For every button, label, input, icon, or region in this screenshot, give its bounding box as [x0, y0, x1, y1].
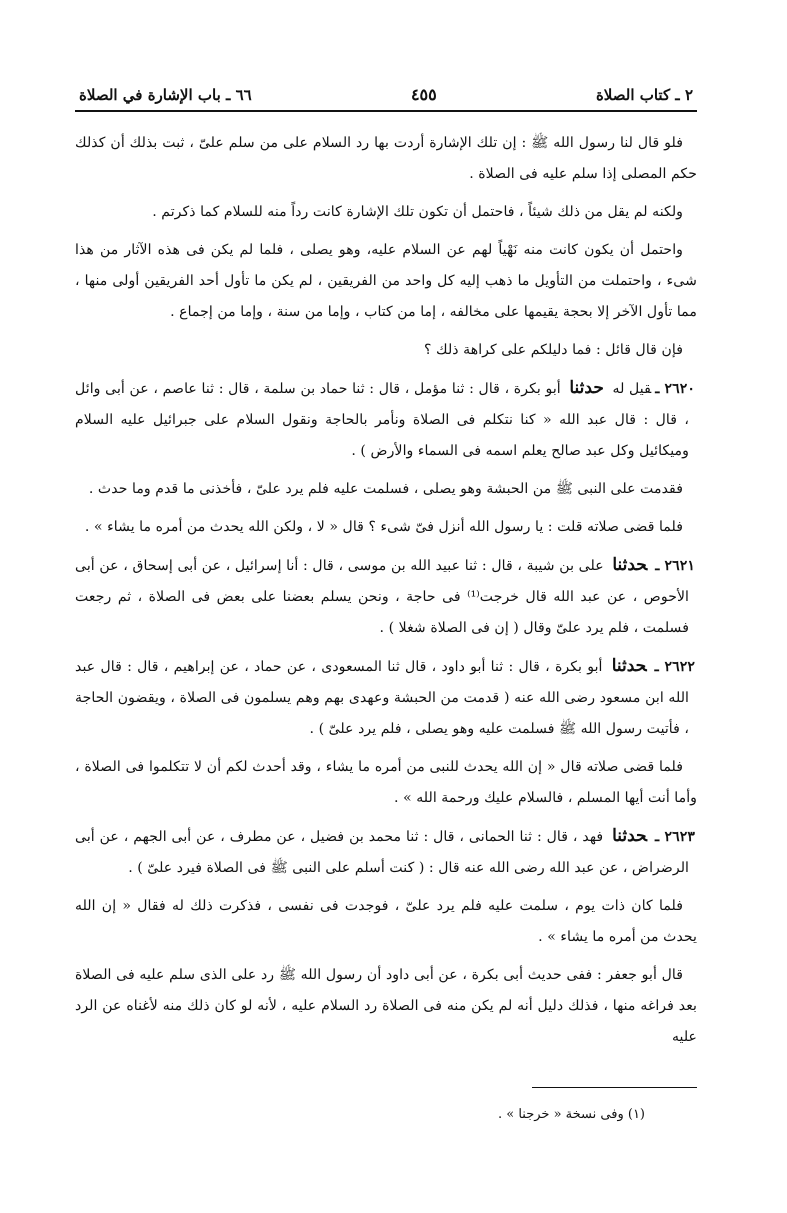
haddathana-word: حدثنا	[612, 826, 648, 846]
header-book-title: ٢ ـ كتاب الصلاة	[595, 86, 693, 104]
running-header	[75, 76, 697, 112]
text-paragraph: ولكنه لم يقل من ذلك شيئاً ، فاحتمل أن تكون تلك الإشارة كانت رداً منه للسلام كما ذكرتم .	[152, 204, 683, 220]
hadith-number: ٢٦٢٠ ـ	[655, 381, 695, 397]
hadith-text: أبو بكرة ، قال : ثنا مؤمل ، قال : ثنا حماد بن سلمة ، قال : ثنا عاصم ، عن أبى وائل ، قال : قال عبد الله « كنا نتكلم فى الصلاة ونأمر بالحاجة ونقول السلام على جبرائيل عليه السلام وميكائيل وكل عبد صالح يعلم اسمه فى السماء والأرض ) .	[75, 381, 689, 459]
hadith-paragraph	[75, 651, 697, 745]
page-number: ٤٥٥	[410, 85, 437, 104]
text-paragraph: فلما قضى صلاته قلت : يا رسول الله أنزل فىّ شىء ؟ قال « لا ، ولكن الله يحدث من أمره ما يشاء » .	[84, 519, 683, 535]
haddathana-word: حدثنا	[611, 656, 647, 676]
text-paragraph: فلو قال لنا رسول الله ﷺ : إن تلك الإشارة أردت بها رد السلام على من سلم علىّ ، ثبت بذلك أن كذلك حكم المصلى إذا سلم عليه فى الصلاة .	[75, 135, 697, 182]
text-paragraph: واحتمل أن يكون كانت منه نَهْياً لهم عن السلام عليه، وهو يصلى ، فلما لم يكن فى هذه الآثار من هذا شىء ، واحتملت من التأويل ما ذهب إليه كل واحد من الفريقين ، لم يكن ما تأول أحد الفريقين أولى منها ، مما تأول الآخر إلا بحجة يقيمها على مخالفه ، إما من كتاب ، وإما من سنة ، وإما من إجماع .	[75, 242, 697, 320]
page-body	[75, 128, 697, 1053]
hadith-paragraph	[75, 550, 697, 644]
haddathana-word: حدثنا	[569, 378, 604, 398]
hadith-number: ٢٦٢٢ ـ	[654, 659, 695, 675]
hadith-number: ٢٦٢٣ ـ	[655, 829, 695, 845]
text-paragraph: فلما كان ذات يوم ، سلمت عليه فلم يرد علىّ ، فوجدت فى نفسى ، فذكرت ذلك له فقال « إن الله يحدث من أمره ما يشاء » .	[75, 898, 697, 945]
text-paragraph: فلما قضى صلاته قال « إن الله يحدث للنبى من أمره ما يشاء ، وقد أحدث لكم أن لا تتكلموا فى الصلاة ، وأما أنت أيها المسلم ، فالسلام عليك ورحمة الله » .	[75, 759, 697, 806]
hadith-intro: قيل له	[607, 381, 652, 397]
text-paragraph: قال أبو جعفر : ففى حديث أبى بكرة ، عن أبى داود أن رسول الله ﷺ رد على الذى سلم عليه فى الصلاة بعد فراغه منها ، فذلك دليل أنه لم يكن منه فى الصلاة رد السلام عليه ، لأنه لو كان ذلك منه لأغناه عن الرد عليه	[75, 967, 697, 1045]
hadith-number: ٢٦٢١ ـ	[655, 558, 695, 574]
text-paragraph: فقدمت على النبى ﷺ من الحبشة وهو يصلى ، فسلمت عليه فلم يرد علىّ ، فأخذنى ما قدم وما حدث .	[88, 481, 683, 497]
hadith-text: أبو بكرة ، قال : ثنا أبو داود ، قال ثنا المسعودى ، عن حماد ، عن إبراهيم ، قال : قال عبد الله ابن مسعود رضى الله عنه ( قدمت من الحبشة وعهدى بهم وهم يسلمون فى الصلاة ، ويقضون الحاجة ، فأتيت رسول الله ﷺ فسلمت عليه وهو يصلى ، فلم يرد علىّ ) .	[75, 659, 689, 737]
haddathana-word: حدثنا	[612, 555, 648, 575]
footnote: (١) وفى نسخة « خرجنا » .	[497, 1107, 645, 1122]
hadith-paragraph	[75, 373, 697, 467]
hadith-text: على بن شيبة ، قال : ثنا عبيد الله بن موسى ، قال : أنا إسرائيل ، عن أبى إسحاق ، عن أبى الأحوص ، عن عبد الله قال خرجت⁽¹⁾ فى حاجة ، ونحن يسلم بعضنا على بعض فى الصلاة ، ثم رجعت فسلمت ، فلم يرد علىّ وقال ( إن فى الصلاة شغلا ) .	[75, 558, 689, 636]
hadith-text: فهد ، قال : ثنا الحمانى ، قال : ثنا محمد بن فضيل ، عن مطرف ، عن أبى الجهم ، عن أبى الرضراض ، عن عبد الله رضى الله عنه قال : ( كنت أسلم على النبى ﷺ فى الصلاة فيرد علىّ ) .	[75, 829, 689, 876]
header-chapter-title: ٦٦ ـ باب الإشارة في الصلاة	[79, 86, 252, 104]
hadith-paragraph	[75, 821, 697, 884]
footnote-separator	[532, 1087, 697, 1088]
text-paragraph: فإن قال قائل : فما دليلكم على كراهة ذلك ؟	[423, 342, 683, 358]
